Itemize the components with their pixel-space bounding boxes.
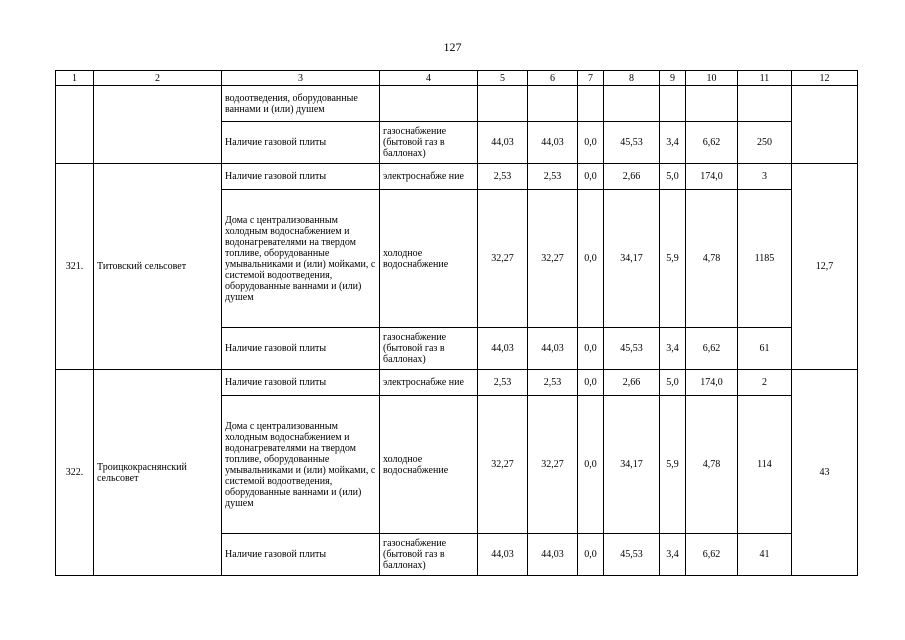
service-cell: холодное водоснабжение bbox=[380, 396, 478, 534]
column-number: 8 bbox=[604, 71, 660, 86]
column-number: 2 bbox=[94, 71, 222, 86]
service-cell: холодное водоснабжение bbox=[380, 190, 478, 328]
housing-type-cell: Наличие газовой плиты bbox=[222, 534, 380, 576]
page-number: 127 bbox=[443, 40, 462, 54]
column-number: 5 bbox=[478, 71, 528, 86]
column-number: 1 bbox=[56, 71, 94, 86]
service-cell: газоснабжение (бытовой газ в баллонах) bbox=[380, 122, 478, 164]
norm-cell bbox=[792, 86, 858, 164]
housing-type-cell: Наличие газовой плиты bbox=[222, 370, 380, 396]
column-number: 7 bbox=[578, 71, 604, 86]
column-number: 4 bbox=[380, 71, 478, 86]
housing-type-cell: Наличие газовой плиты bbox=[222, 164, 380, 190]
column-number: 10 bbox=[686, 71, 738, 86]
table-row: Наличие газовой плиты газоснабжение (бытовой газ в баллонах) 44,03 44,03 0,0 45,53 3,4 6,62 41 bbox=[56, 534, 858, 576]
service-cell: электроснабже ние bbox=[380, 370, 478, 396]
norm-cell: 12,7 bbox=[792, 164, 858, 370]
column-number-row bbox=[56, 71, 858, 86]
table-row: Наличие газовой плиты газоснабжение (бытовой газ в баллонах) 44,03 44,03 0,0 45,53 3,4 6,62 250 bbox=[56, 122, 858, 164]
settlement-name-cell: Титовский сельсовет bbox=[94, 164, 222, 370]
row-number-cell bbox=[56, 86, 94, 164]
settlement-name-cell: Троицкокраснянский сельсовет bbox=[94, 370, 222, 576]
tariff-table bbox=[55, 70, 858, 576]
table-row: Наличие газовой плиты газоснабжение (бытовой газ в баллонах) 44,03 44,03 0,0 45,53 3,4 6,62 61 bbox=[56, 328, 858, 370]
housing-type-cell: Дома с централизованным холодным водоснабжением и водонагревателями на твердом топливе, оборудованные умывальниками и (или) мойками, с системой водоотведения, оборудованные ваннами и (или) душем bbox=[222, 190, 380, 328]
table-row bbox=[56, 86, 858, 122]
service-cell: электроснабже ние bbox=[380, 164, 478, 190]
housing-type-cell: водоотведения, оборудованные ваннами и (или) душем bbox=[222, 86, 380, 122]
column-number: 3 bbox=[222, 71, 380, 86]
service-cell: газоснабжение (бытовой газ в баллонах) bbox=[380, 534, 478, 576]
table-row: Дома с централизованным холодным водоснабжением и водонагревателями на твердом топливе, оборудованные умывальниками и (или) мойками, с системой водоотведения, оборудованные ваннами и (или) душем холодное водоснабжение 32,27 32,27 0,0 34,17 5,9 4,78 114 bbox=[56, 396, 858, 534]
housing-type-cell: Наличие газовой плиты bbox=[222, 328, 380, 370]
housing-type-cell: Дома с централизованным холодным водоснабжением и водонагревателями на твердом топливе, оборудованные умывальниками и (или) мойками, с системой водоотведения, оборудованные ваннами и (или) душем bbox=[222, 396, 380, 534]
row-number-cell: 321. bbox=[56, 164, 94, 370]
column-number: 11 bbox=[738, 71, 792, 86]
column-number: 12 bbox=[792, 71, 858, 86]
table-row: 321. Титовский сельсовет Наличие газовой плиты электроснабже ние 2,53 2,53 0,0 2,66 5,0 174,0 3 12,7 bbox=[56, 164, 858, 190]
service-cell: газоснабжение (бытовой газ в баллонах) bbox=[380, 328, 478, 370]
settlement-name-cell bbox=[94, 86, 222, 164]
table-row: 322. Троицкокраснянский сельсовет Наличие газовой плиты электроснабже ние 2,53 2,53 0,0 2,66 5,0 174,0 2 43 bbox=[56, 370, 858, 396]
column-number: 6 bbox=[528, 71, 578, 86]
row-number-cell: 322. bbox=[56, 370, 94, 576]
table-row: Дома с централизованным холодным водоснабжением и водонагревателями на твердом топливе, оборудованные умывальниками и (или) мойками, с системой водоотведения, оборудованные ваннами и (или) душем холодное водоснабжение 32,27 32,27 0,0 34,17 5,9 4,78 1185 bbox=[56, 190, 858, 328]
housing-type-cell: Наличие газовой плиты bbox=[222, 122, 380, 164]
norm-cell: 43 bbox=[792, 370, 858, 576]
column-number: 9 bbox=[660, 71, 686, 86]
